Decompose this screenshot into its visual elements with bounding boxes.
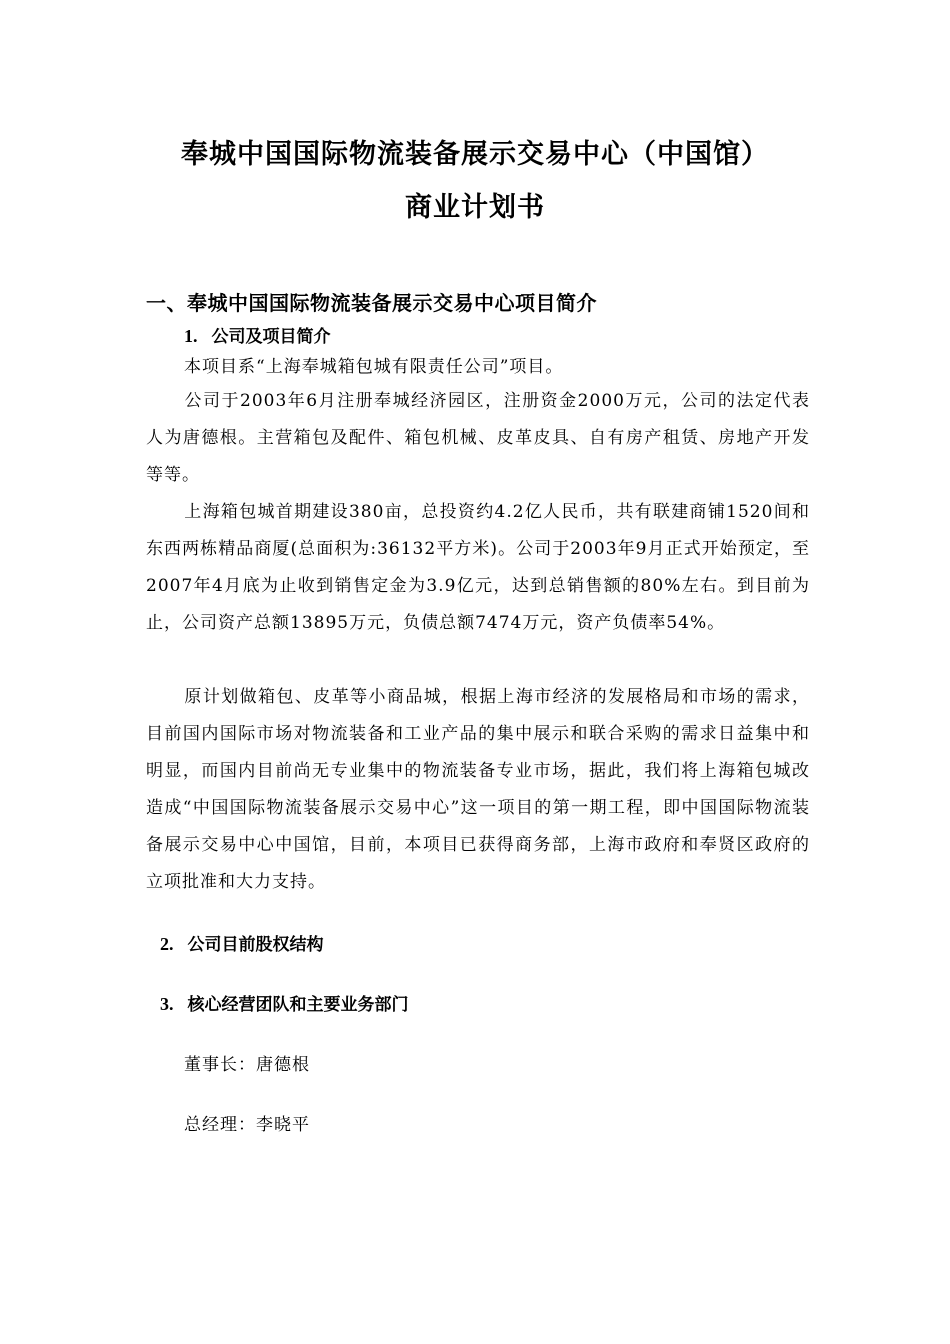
paragraph-4: 原计划做箱包、皮革等小商品城，根据上海市经济的发展格局和市场的需求，目前国内国际市场对物流装备和工业产品的集中展示和联合采购的需求日益集中和明显，而国内目前尚无专业集中的物流装备专业市场，据此，我们将上海箱包城改造成“中国国际物流装备展示交易中心”这一项目的第一期工程，即中国国际物流装备展示交易中心中国馆，目前，本项目已获得商务部，上海市政府和奉贤区政府的立项批准和大力支持。 [146, 687, 810, 892]
document-subtitle: 商业计划书 [405, 192, 545, 223]
subheading-3 [160, 990, 409, 1015]
subheading-1-label: 公司及项目简介 [211, 327, 331, 347]
subheading-1-number: 1. [184, 326, 198, 346]
paragraph-3: 上海箱包城首期建设380亩，总投资约4.2亿人民币，共有联建商铺1520间和东西两栋精品商厦(总面积为:36132平方米)。公司于2003年9月正式开始预定，至2007年4月底为止收到销售定金为3.9亿元，达到总销售额的80%左右。到目前为止，公司资产总额13895万元，负债总额7474万元，资产负债率54%。 [146, 502, 810, 633]
subheading-3-number: 3. [160, 994, 174, 1014]
section-heading-1: 一、奉城中国国际物流装备展示交易中心项目简介 [146, 291, 597, 315]
subheading-2-label: 公司目前股权结构 [187, 935, 324, 955]
paragraph-1: 本项目系“上海奉城箱包城有限责任公司”项目。 [184, 357, 564, 377]
subheading-1 [184, 322, 331, 347]
subheading-2-number: 2. [160, 934, 174, 954]
subheading-3-label: 核心经营团队和主要业务部门 [187, 995, 409, 1015]
chairman-line: 董事长：唐德根 [184, 1055, 310, 1075]
subheading-2 [160, 930, 324, 955]
document-title: 奉城中国国际物流装备展示交易中心（中国馆） [181, 139, 769, 170]
general-manager-line: 总经理：李晓平 [184, 1115, 310, 1135]
paragraph-2: 公司于2003年6月注册奉城经济园区，注册资金2000万元，公司的法定代表人为唐德根。主营箱包及配件、箱包机械、皮革皮具、自有房产租赁、房地产开发等等。 [146, 391, 810, 485]
